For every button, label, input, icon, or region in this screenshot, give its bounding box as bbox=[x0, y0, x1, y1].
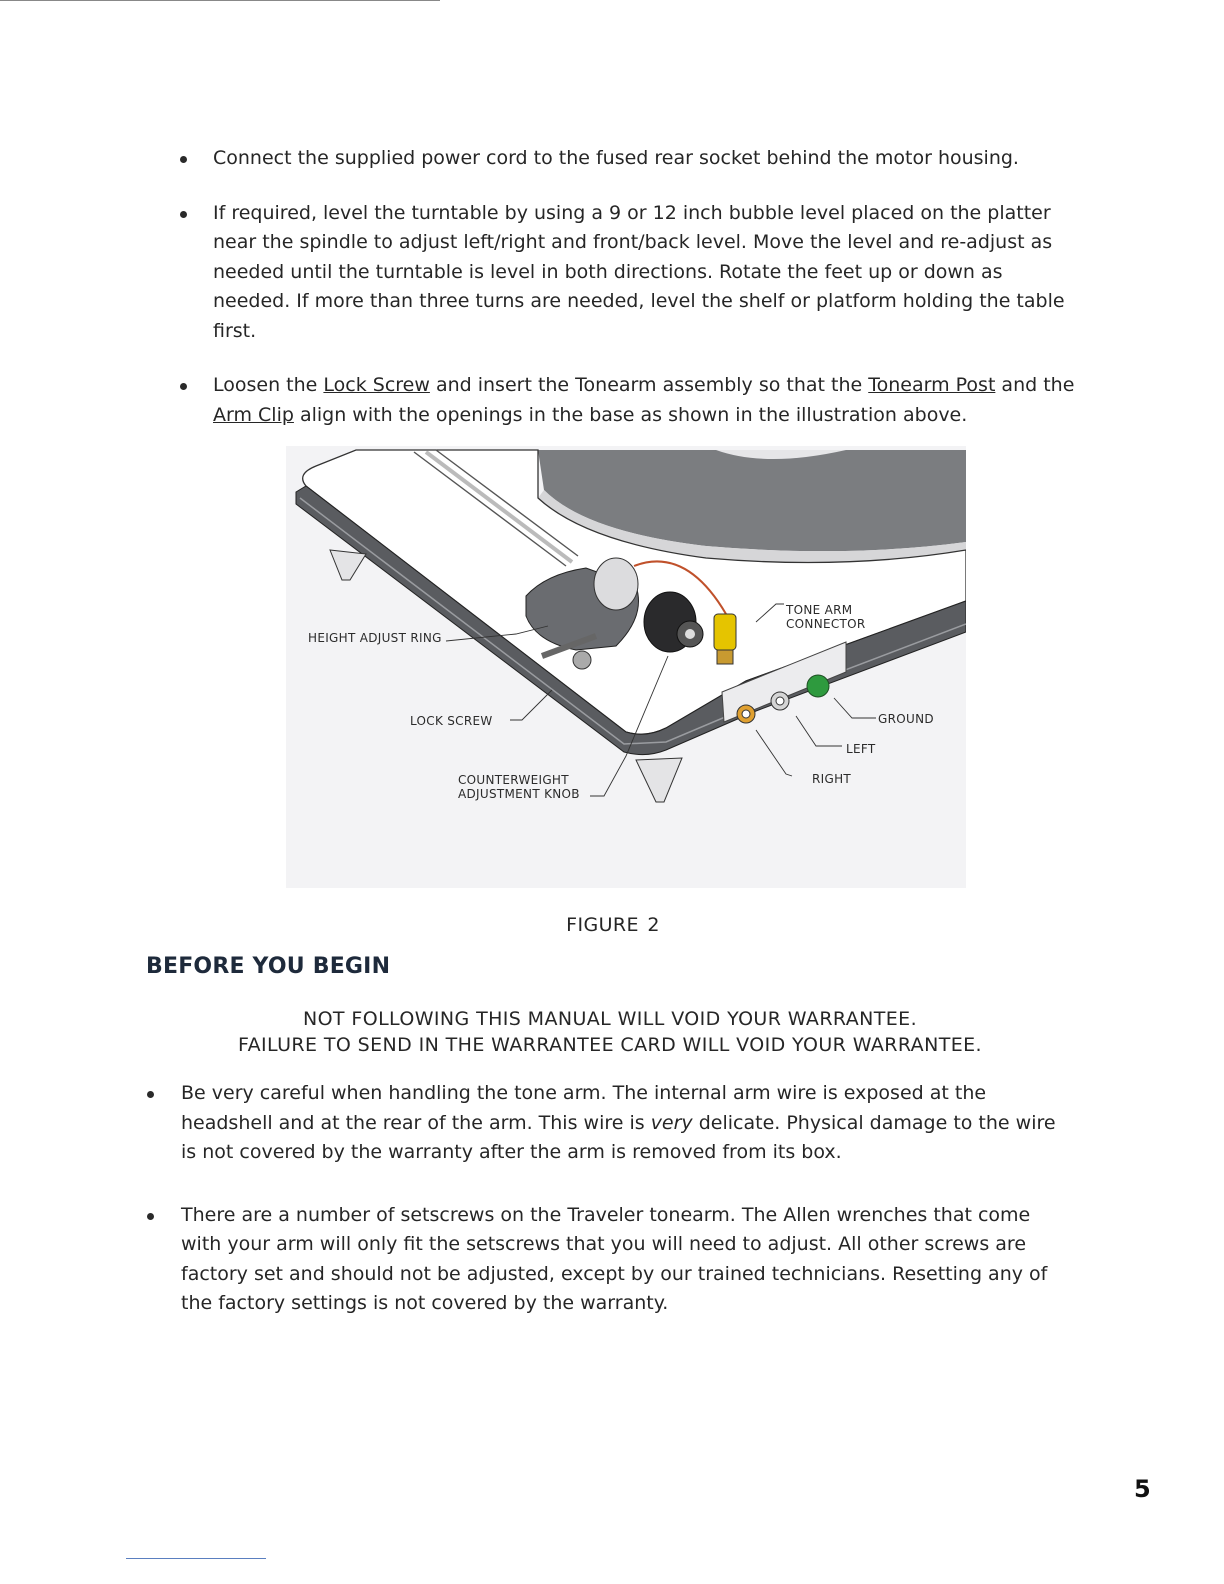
bullet-text: There are a number of setscrews on the Traveler tonearm. The Allen wrenches that come with your arm will only fit the setscrews that you will need to adjust. All other screws are factory set and should not be adjusted, except by our trained technicians. Resetting any of the factory settings is not covered by the warranty. bbox=[181, 1203, 1048, 1314]
page-number: 5 bbox=[1134, 1475, 1151, 1503]
bullet-text-part: and the bbox=[995, 374, 1075, 396]
list-item bbox=[213, 144, 1083, 174]
top-rule bbox=[0, 0, 440, 1]
left-label: LEFT bbox=[846, 742, 876, 756]
lock-screw-term: Lock Screw bbox=[323, 374, 430, 396]
list-item bbox=[181, 1079, 1074, 1168]
warning-line: NOT FOLLOWING THIS MANUAL WILL VOID YOUR WARRANTEE. bbox=[302, 1008, 918, 1030]
figure-caption-number: 2 bbox=[647, 914, 660, 936]
counterweight-label-line1: COUNTERWEIGHT bbox=[458, 773, 569, 787]
bullet-icon bbox=[180, 383, 187, 390]
list-item bbox=[213, 371, 1083, 430]
bottom-rule bbox=[126, 1558, 266, 1559]
turntable-illustration bbox=[286, 446, 966, 888]
bullet-icon bbox=[147, 1091, 154, 1098]
bullet-icon bbox=[147, 1213, 154, 1220]
warranty-warning bbox=[150, 1006, 1070, 1058]
bullet-text: If required, level the turntable by using a 9 or 12 inch bubble level placed on the platter near the spindle to adjust left/right and front/back level. Move the level and re-adjust as needed until the turntable is level in both directions. Rotate the feet up or down as needed. If more than three turns are needed, level the shelf or platform holding the table first. bbox=[213, 201, 1065, 342]
figure-caption-word: FIGURE bbox=[566, 914, 639, 936]
height-adjust-ring-label: HEIGHT ADJUST RING bbox=[308, 631, 442, 645]
warning-line: FAILURE TO SEND IN THE WARRANTEE CARD WILL VOID YOUR WARRANTEE. bbox=[238, 1034, 982, 1056]
section-heading: BEFORE YOU BEGIN bbox=[146, 954, 391, 979]
caution-bullet-list bbox=[181, 1079, 1074, 1319]
lock-screw-label: LOCK SCREW bbox=[410, 714, 493, 728]
tone-arm-connector-label-line1: TONE ARM bbox=[786, 603, 853, 617]
ground-label: GROUND bbox=[878, 712, 934, 726]
bullet-icon bbox=[180, 156, 187, 163]
bullet-text-part: align with the openings in the base as shown in the illustration above. bbox=[293, 403, 968, 426]
list-item bbox=[181, 1201, 1074, 1319]
right-label: RIGHT bbox=[812, 772, 852, 786]
setup-bullet-list bbox=[213, 144, 1083, 430]
counterweight-label-line2: ADJUSTMENT KNOB bbox=[458, 787, 580, 801]
bullet-text-part: Be very careful when handling the tone arm. The internal arm wire is exposed at the headshell and at the rear of the arm. This wire is bbox=[181, 1082, 987, 1134]
bullet-text-part: delicate. Physical damage to the wire is not covered by the warranty after the arm is removed from its box. bbox=[181, 1111, 1056, 1163]
bullet-text-part: Loosen the bbox=[213, 374, 324, 396]
tone-arm-connector-label-line2: CONNECTOR bbox=[786, 617, 866, 631]
list-item bbox=[213, 199, 1083, 347]
emphasis-text: very bbox=[650, 1111, 693, 1134]
arm-clip-term: Arm Clip bbox=[213, 403, 294, 426]
bullet-icon bbox=[180, 211, 187, 218]
bullet-text-part: and insert the Tonearm assembly so that the bbox=[429, 374, 869, 396]
bullet-text: Connect the supplied power cord to the fused rear socket behind the motor housing. bbox=[213, 147, 1019, 169]
figure-caption bbox=[0, 914, 1224, 936]
turntable-drawing bbox=[286, 446, 966, 888]
tonearm-post-term: Tonearm Post bbox=[868, 374, 996, 396]
